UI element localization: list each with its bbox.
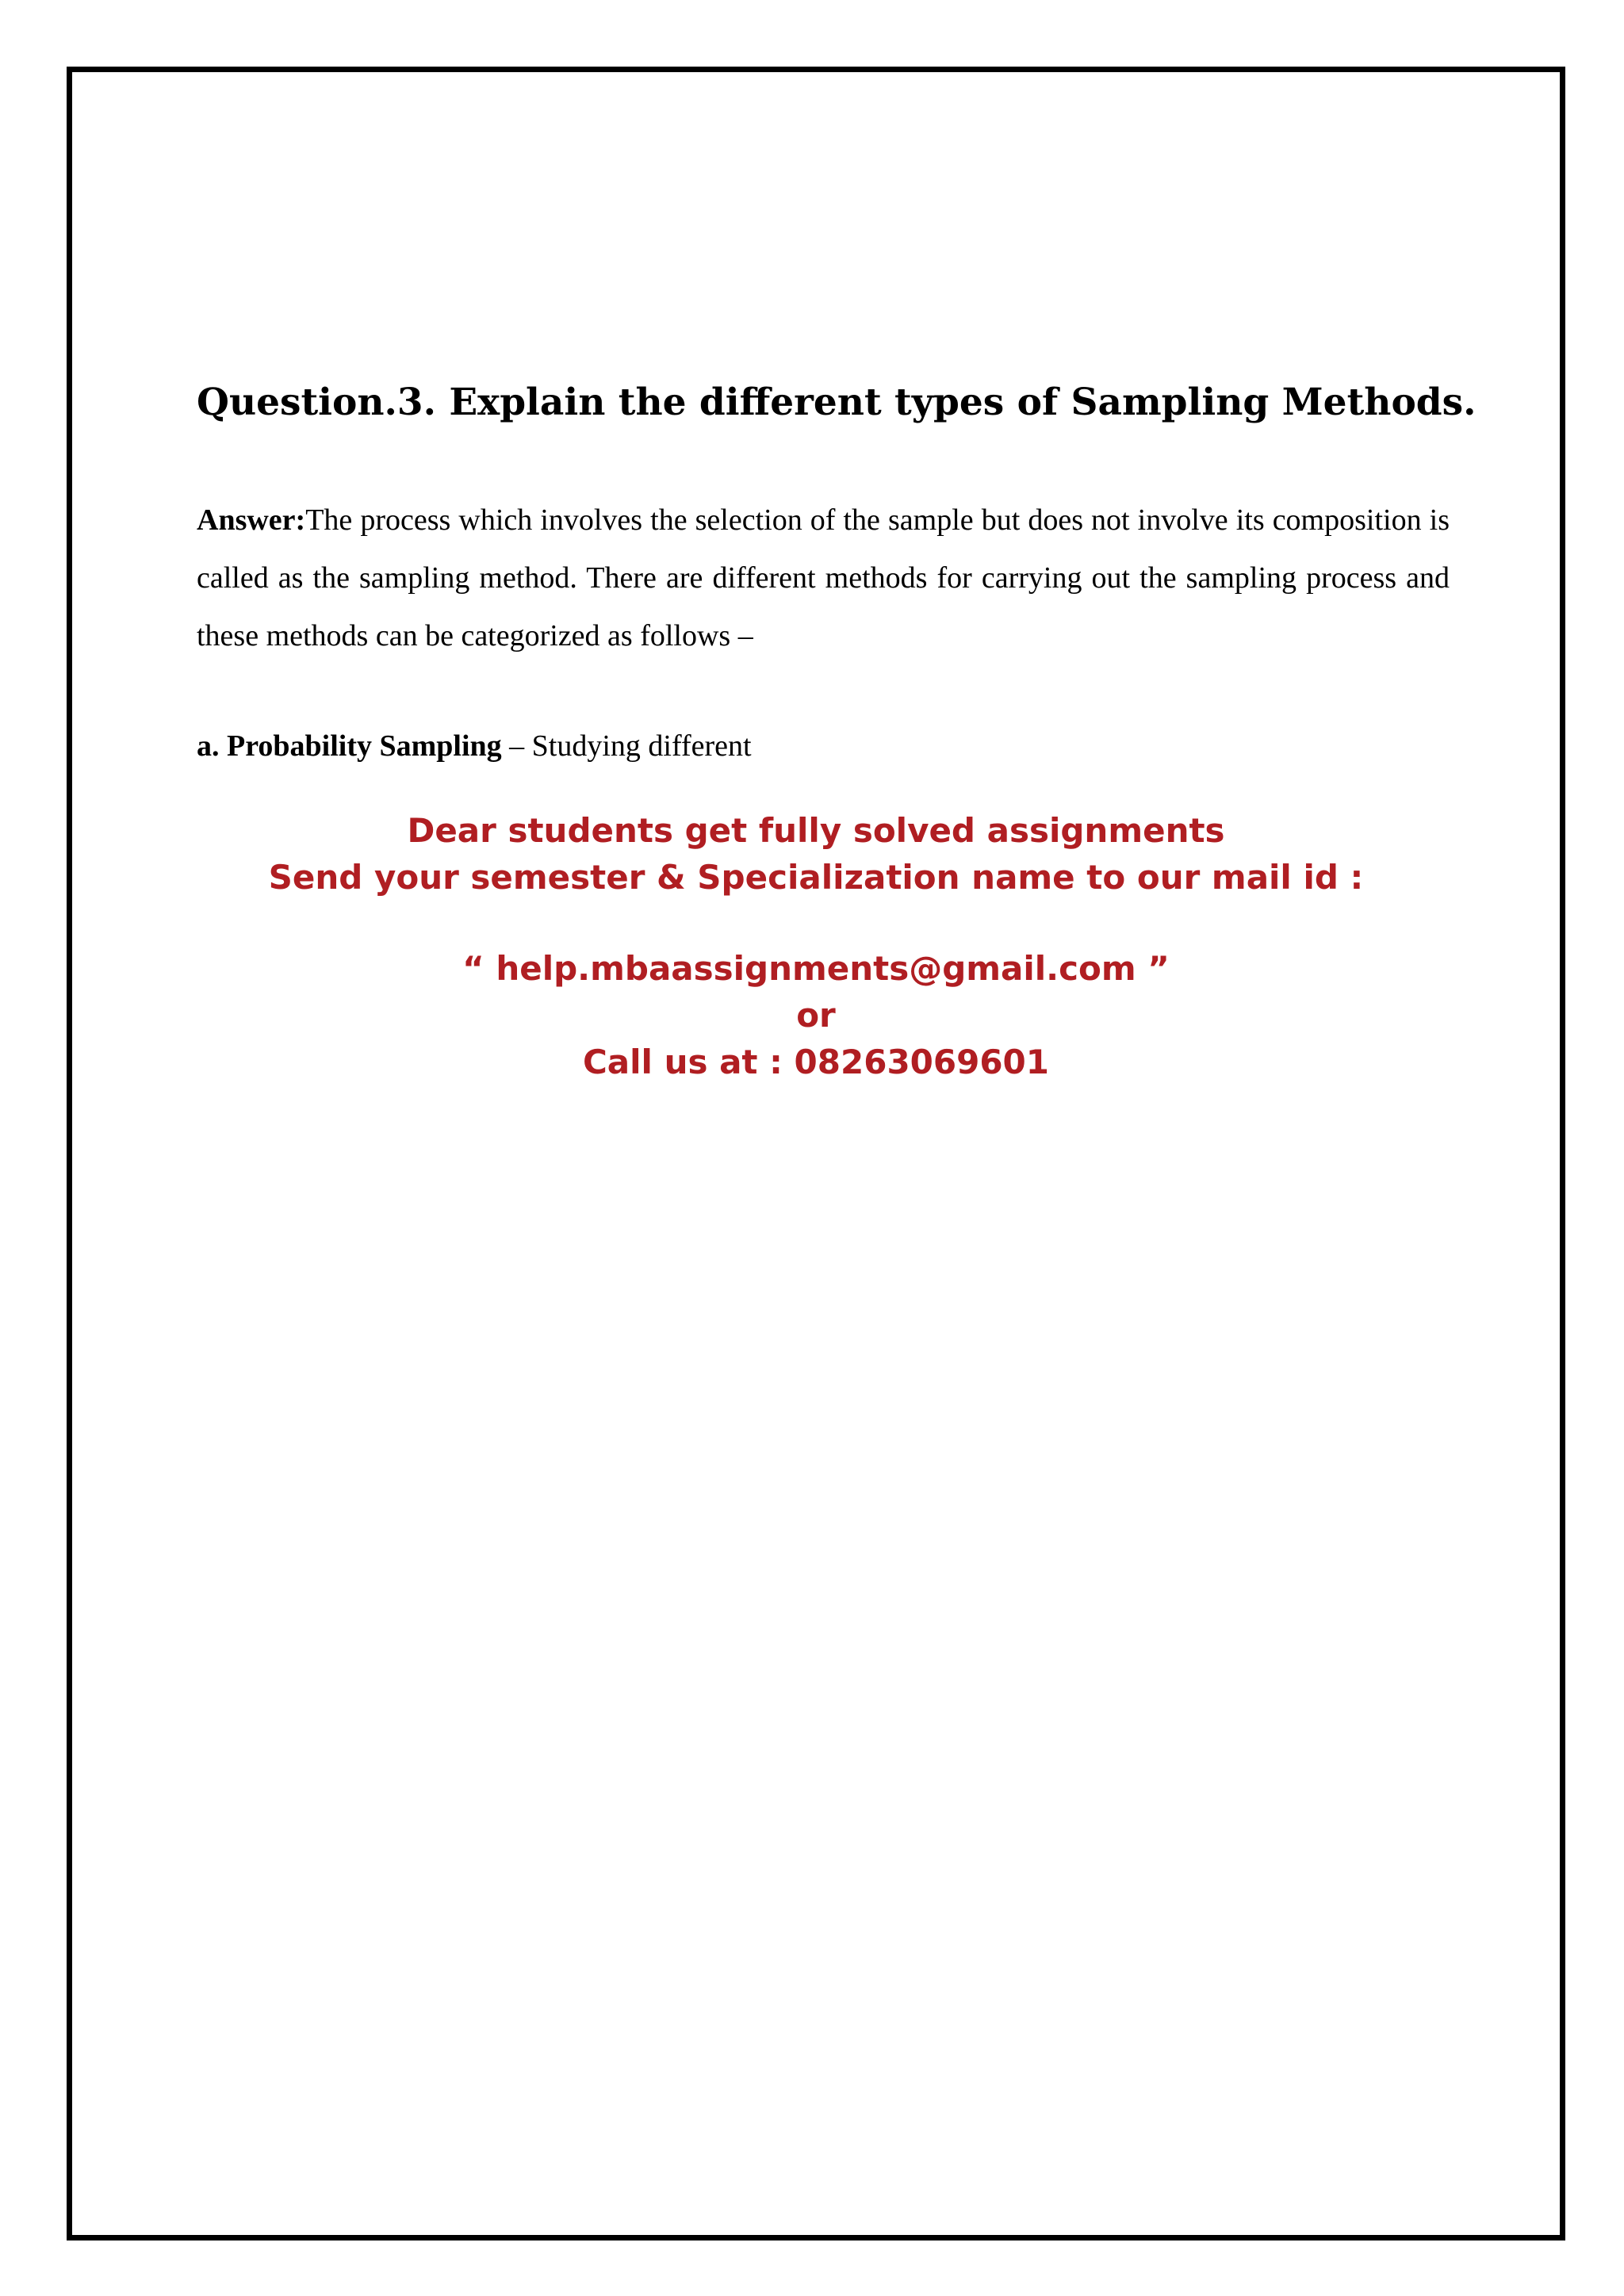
promo-block xyxy=(67,807,1565,1085)
question-title: Question.3. Explain the different types of Sampling Methods. xyxy=(197,381,1477,424)
answer-paragraph xyxy=(197,492,1450,665)
promo-call: Call us at : 08263069601 xyxy=(582,1043,1050,1081)
probability-sampling-line xyxy=(197,718,1450,775)
promo-line-2: Send your semester & Specialization name to our mail id : xyxy=(268,858,1364,897)
probability-sampling-text: – Studying different xyxy=(501,729,752,763)
answer-label: Answer: xyxy=(197,503,306,538)
probability-sampling-label: a. Probability Sampling xyxy=(197,729,502,763)
promo-line-1: Dear students get fully solved assignments xyxy=(407,811,1225,850)
answer-text: The process which involves the selection of the sample but does not involve its composition is called as the sampling method. There are different methods for carrying out the sampling process and these methods can be categorized as follows – xyxy=(197,503,1450,653)
promo-or: or xyxy=(796,996,836,1035)
document-body xyxy=(197,381,1477,775)
promo-email: “ help.mbaassignments@gmail.com ” xyxy=(462,949,1170,988)
